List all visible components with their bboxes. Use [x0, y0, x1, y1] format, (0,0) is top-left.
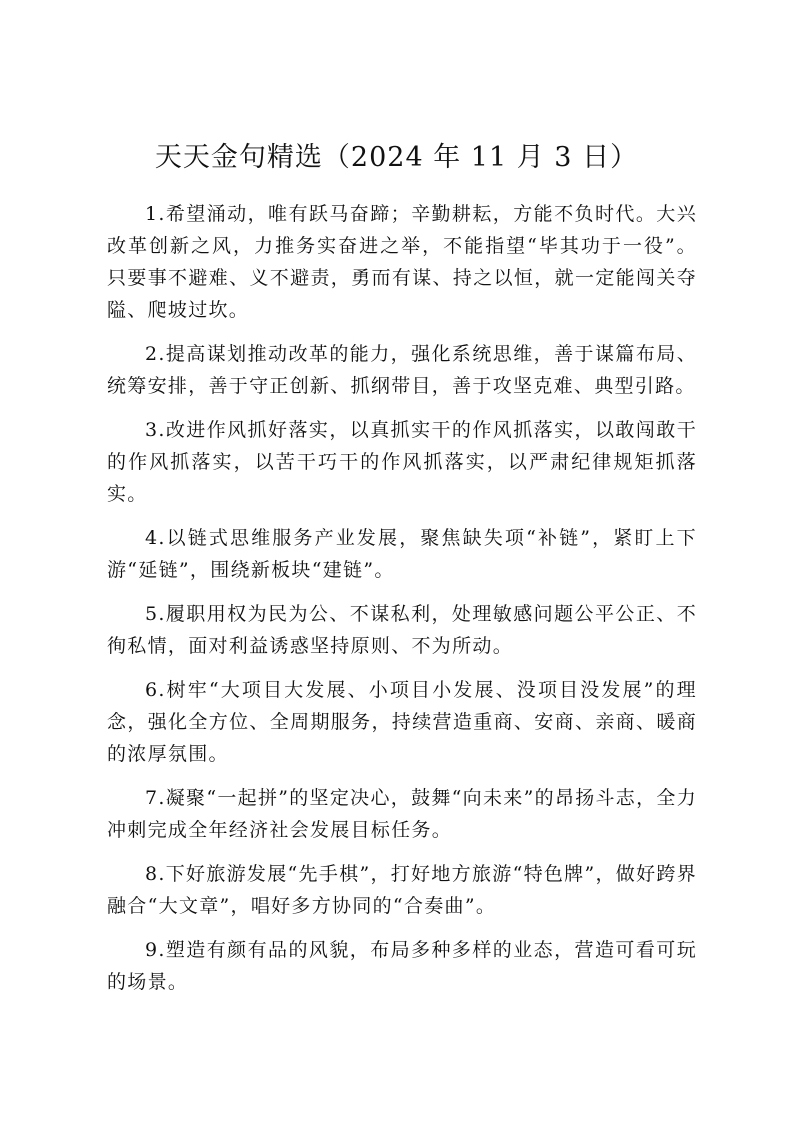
paragraph-2: 2.提高谋划推动改革的能力，强化系统思维，善于谋篇布局、统筹安排，善于守正创新、抓纲带目，善于攻坚克难、典型引路。	[107, 343, 697, 397]
paragraph-9: 9.塑造有颜有品的风貌，布局多种多样的业态，营造可看可玩的场景。	[107, 939, 697, 993]
paragraph-8: 8.下好旅游发展“先手棋”，打好地方旅游“特色牌”，做好跨界融合“大文章”，唱好多方协同的“合奏曲”。	[107, 863, 697, 917]
document-title: 天天金句精选（2024 年 11 月 3 日）	[154, 142, 639, 173]
paragraph-1: 1.希望涌动，唯有跃马奋蹄；辛勤耕耘，方能不负时代。大兴改革创新之风，力推务实奋进之举，不能指望“毕其功于一役”。只要事不避难、义不避责，勇而有谋、持之以恒，就一定能闯关夺隘、爬坡过坎。	[107, 203, 697, 321]
paragraph-3: 3.改进作风抓好落实，以真抓实干的作风抓落实，以敢闯敢干的作风抓落实，以苦干巧干的作风抓落实，以严肃纪律规矩抓落实。	[107, 419, 697, 505]
paragraph-6: 6.树牢“大项目大发展、小项目小发展、没项目没发展”的理念，强化全方位、全周期服务，持续营造重商、安商、亲商、暖商的浓厚氛围。	[107, 679, 697, 765]
paragraph-5: 5.履职用权为民为公、不谋私利，处理敏感问题公平公正、不徇私情，面对利益诱惑坚持原则、不为所动。	[107, 603, 697, 657]
document-body	[107, 198, 697, 1010]
paragraph-7: 7.凝聚“一起拼”的坚定决心，鼓舞“向未来”的昂扬斗志，全力冲刺完成全年经济社会发展目标任务。	[107, 787, 697, 841]
paragraph-4: 4.以链式思维服务产业发展，聚焦缺失项“补链”，紧盯上下游“延链”，围绕新板块“建链”。	[107, 527, 697, 581]
